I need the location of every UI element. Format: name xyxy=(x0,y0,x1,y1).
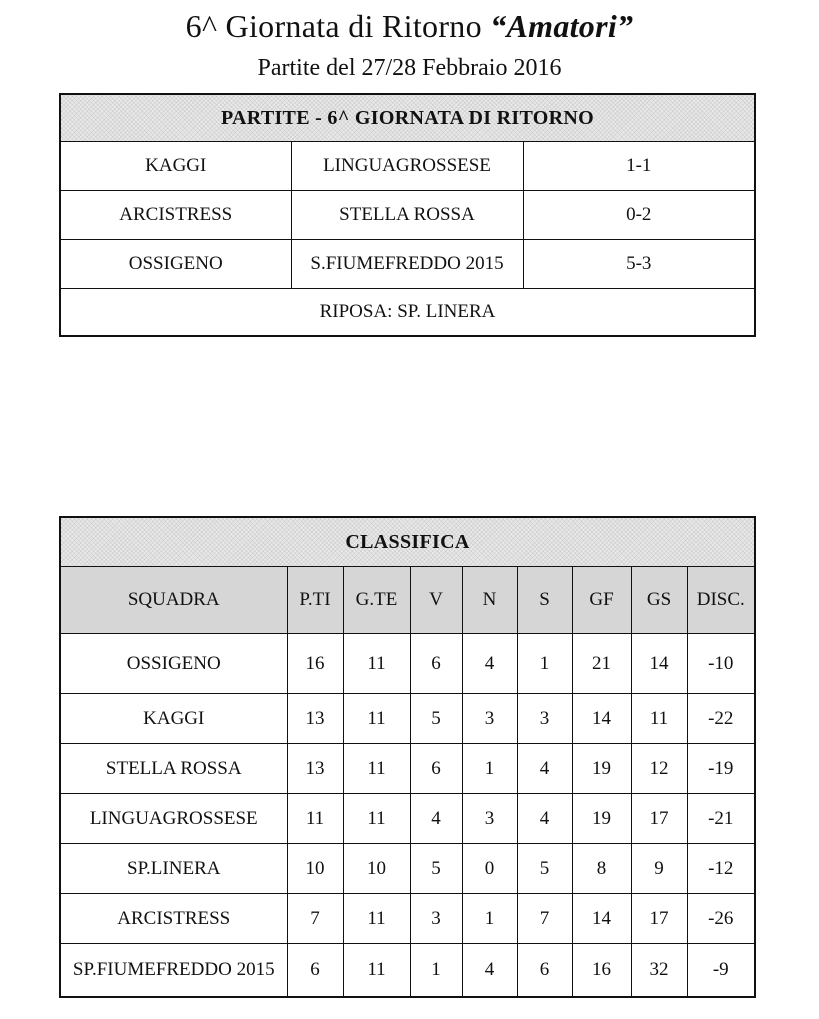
matches-table xyxy=(59,93,756,337)
standings-row xyxy=(60,744,755,794)
lost-cell: 6 xyxy=(517,944,572,998)
goals-for-cell: 14 xyxy=(572,694,631,744)
lost-cell: 4 xyxy=(517,794,572,844)
points-cell: 13 xyxy=(287,744,343,794)
col-header-discipline: DISC. xyxy=(687,567,755,634)
column-headers xyxy=(60,567,755,634)
col-header-goals-against: GS xyxy=(631,567,687,634)
goals-against-cell: 12 xyxy=(631,744,687,794)
col-header-lost: S xyxy=(517,567,572,634)
played-cell: 11 xyxy=(343,894,410,944)
match-score: 5-3 xyxy=(523,240,755,289)
col-header-points: P.TI xyxy=(287,567,343,634)
standings-header: CLASSIFICA xyxy=(60,517,755,567)
match-score: 0-2 xyxy=(523,191,755,240)
won-cell: 1 xyxy=(410,944,462,998)
goals-for-cell: 19 xyxy=(572,744,631,794)
discipline-cell: -9 xyxy=(687,944,755,998)
played-cell: 10 xyxy=(343,844,410,894)
col-header-won: V xyxy=(410,567,462,634)
goals-for-cell: 14 xyxy=(572,894,631,944)
played-cell: 11 xyxy=(343,944,410,998)
team-name-cell: STELLA ROSSA xyxy=(60,744,287,794)
drawn-cell: 0 xyxy=(462,844,517,894)
title-accent: “Amatori” xyxy=(490,8,634,44)
goals-for-cell: 8 xyxy=(572,844,631,894)
lost-cell: 1 xyxy=(517,634,572,694)
goals-for-cell: 16 xyxy=(572,944,631,998)
played-cell: 11 xyxy=(343,794,410,844)
drawn-cell: 3 xyxy=(462,794,517,844)
drawn-cell: 1 xyxy=(462,744,517,794)
goals-for-cell: 21 xyxy=(572,634,631,694)
won-cell: 6 xyxy=(410,744,462,794)
drawn-cell: 4 xyxy=(462,944,517,998)
col-header-played: G.TE xyxy=(343,567,410,634)
standings-table xyxy=(59,516,756,998)
matches-header: PARTITE - 6^ GIORNATA DI RITORNO xyxy=(60,94,755,142)
standings-row xyxy=(60,894,755,944)
lost-cell: 7 xyxy=(517,894,572,944)
drawn-cell: 3 xyxy=(462,694,517,744)
discipline-cell: -10 xyxy=(687,634,755,694)
away-team: S.FIUMEFREDDO 2015 xyxy=(291,240,523,289)
away-team: LINGUAGROSSESE xyxy=(291,142,523,191)
page-title xyxy=(0,6,819,46)
goals-against-cell: 17 xyxy=(631,794,687,844)
discipline-cell: -21 xyxy=(687,794,755,844)
team-name-cell: LINGUAGROSSESE xyxy=(60,794,287,844)
title-text: 6^ Giornata di Ritorno xyxy=(185,8,491,44)
points-cell: 11 xyxy=(287,794,343,844)
played-cell: 11 xyxy=(343,744,410,794)
won-cell: 4 xyxy=(410,794,462,844)
team-name-cell: ARCISTRESS xyxy=(60,894,287,944)
team-name-cell: KAGGI xyxy=(60,694,287,744)
won-cell: 3 xyxy=(410,894,462,944)
points-cell: 10 xyxy=(287,844,343,894)
standings-row xyxy=(60,844,755,894)
standings-row xyxy=(60,634,755,694)
team-name-cell: SP.LINERA xyxy=(60,844,287,894)
match-row xyxy=(60,142,755,191)
standings-row xyxy=(60,694,755,744)
goals-against-cell: 17 xyxy=(631,894,687,944)
goals-against-cell: 14 xyxy=(631,634,687,694)
rest-team: RIPOSA: SP. LINERA xyxy=(60,289,755,337)
team-name-cell: OSSIGENO xyxy=(60,634,287,694)
match-row xyxy=(60,240,755,289)
lost-cell: 3 xyxy=(517,694,572,744)
won-cell: 5 xyxy=(410,694,462,744)
goals-against-cell: 32 xyxy=(631,944,687,998)
col-header-goals-for: GF xyxy=(572,567,631,634)
home-team: KAGGI xyxy=(60,142,291,191)
discipline-cell: -12 xyxy=(687,844,755,894)
away-team: STELLA ROSSA xyxy=(291,191,523,240)
points-cell: 16 xyxy=(287,634,343,694)
lost-cell: 5 xyxy=(517,844,572,894)
goals-against-cell: 9 xyxy=(631,844,687,894)
points-cell: 13 xyxy=(287,694,343,744)
discipline-cell: -26 xyxy=(687,894,755,944)
won-cell: 6 xyxy=(410,634,462,694)
goals-against-cell: 11 xyxy=(631,694,687,744)
match-row xyxy=(60,191,755,240)
played-cell: 11 xyxy=(343,634,410,694)
standings-row xyxy=(60,794,755,844)
won-cell: 5 xyxy=(410,844,462,894)
standings-body xyxy=(60,634,755,998)
col-header-team: SQUADRA xyxy=(60,567,287,634)
points-cell: 7 xyxy=(287,894,343,944)
goals-for-cell: 19 xyxy=(572,794,631,844)
lost-cell: 4 xyxy=(517,744,572,794)
standings-row xyxy=(60,944,755,998)
drawn-cell: 4 xyxy=(462,634,517,694)
points-cell: 6 xyxy=(287,944,343,998)
discipline-cell: -19 xyxy=(687,744,755,794)
match-score: 1-1 xyxy=(523,142,755,191)
col-header-drawn: N xyxy=(462,567,517,634)
page-subtitle: Partite del 27/28 Febbraio 2016 xyxy=(257,55,562,81)
home-team: OSSIGENO xyxy=(60,240,291,289)
played-cell: 11 xyxy=(343,694,410,744)
home-team: ARCISTRESS xyxy=(60,191,291,240)
team-name-cell: SP.FIUMEFREDDO 2015 xyxy=(60,944,287,998)
drawn-cell: 1 xyxy=(462,894,517,944)
discipline-cell: -22 xyxy=(687,694,755,744)
